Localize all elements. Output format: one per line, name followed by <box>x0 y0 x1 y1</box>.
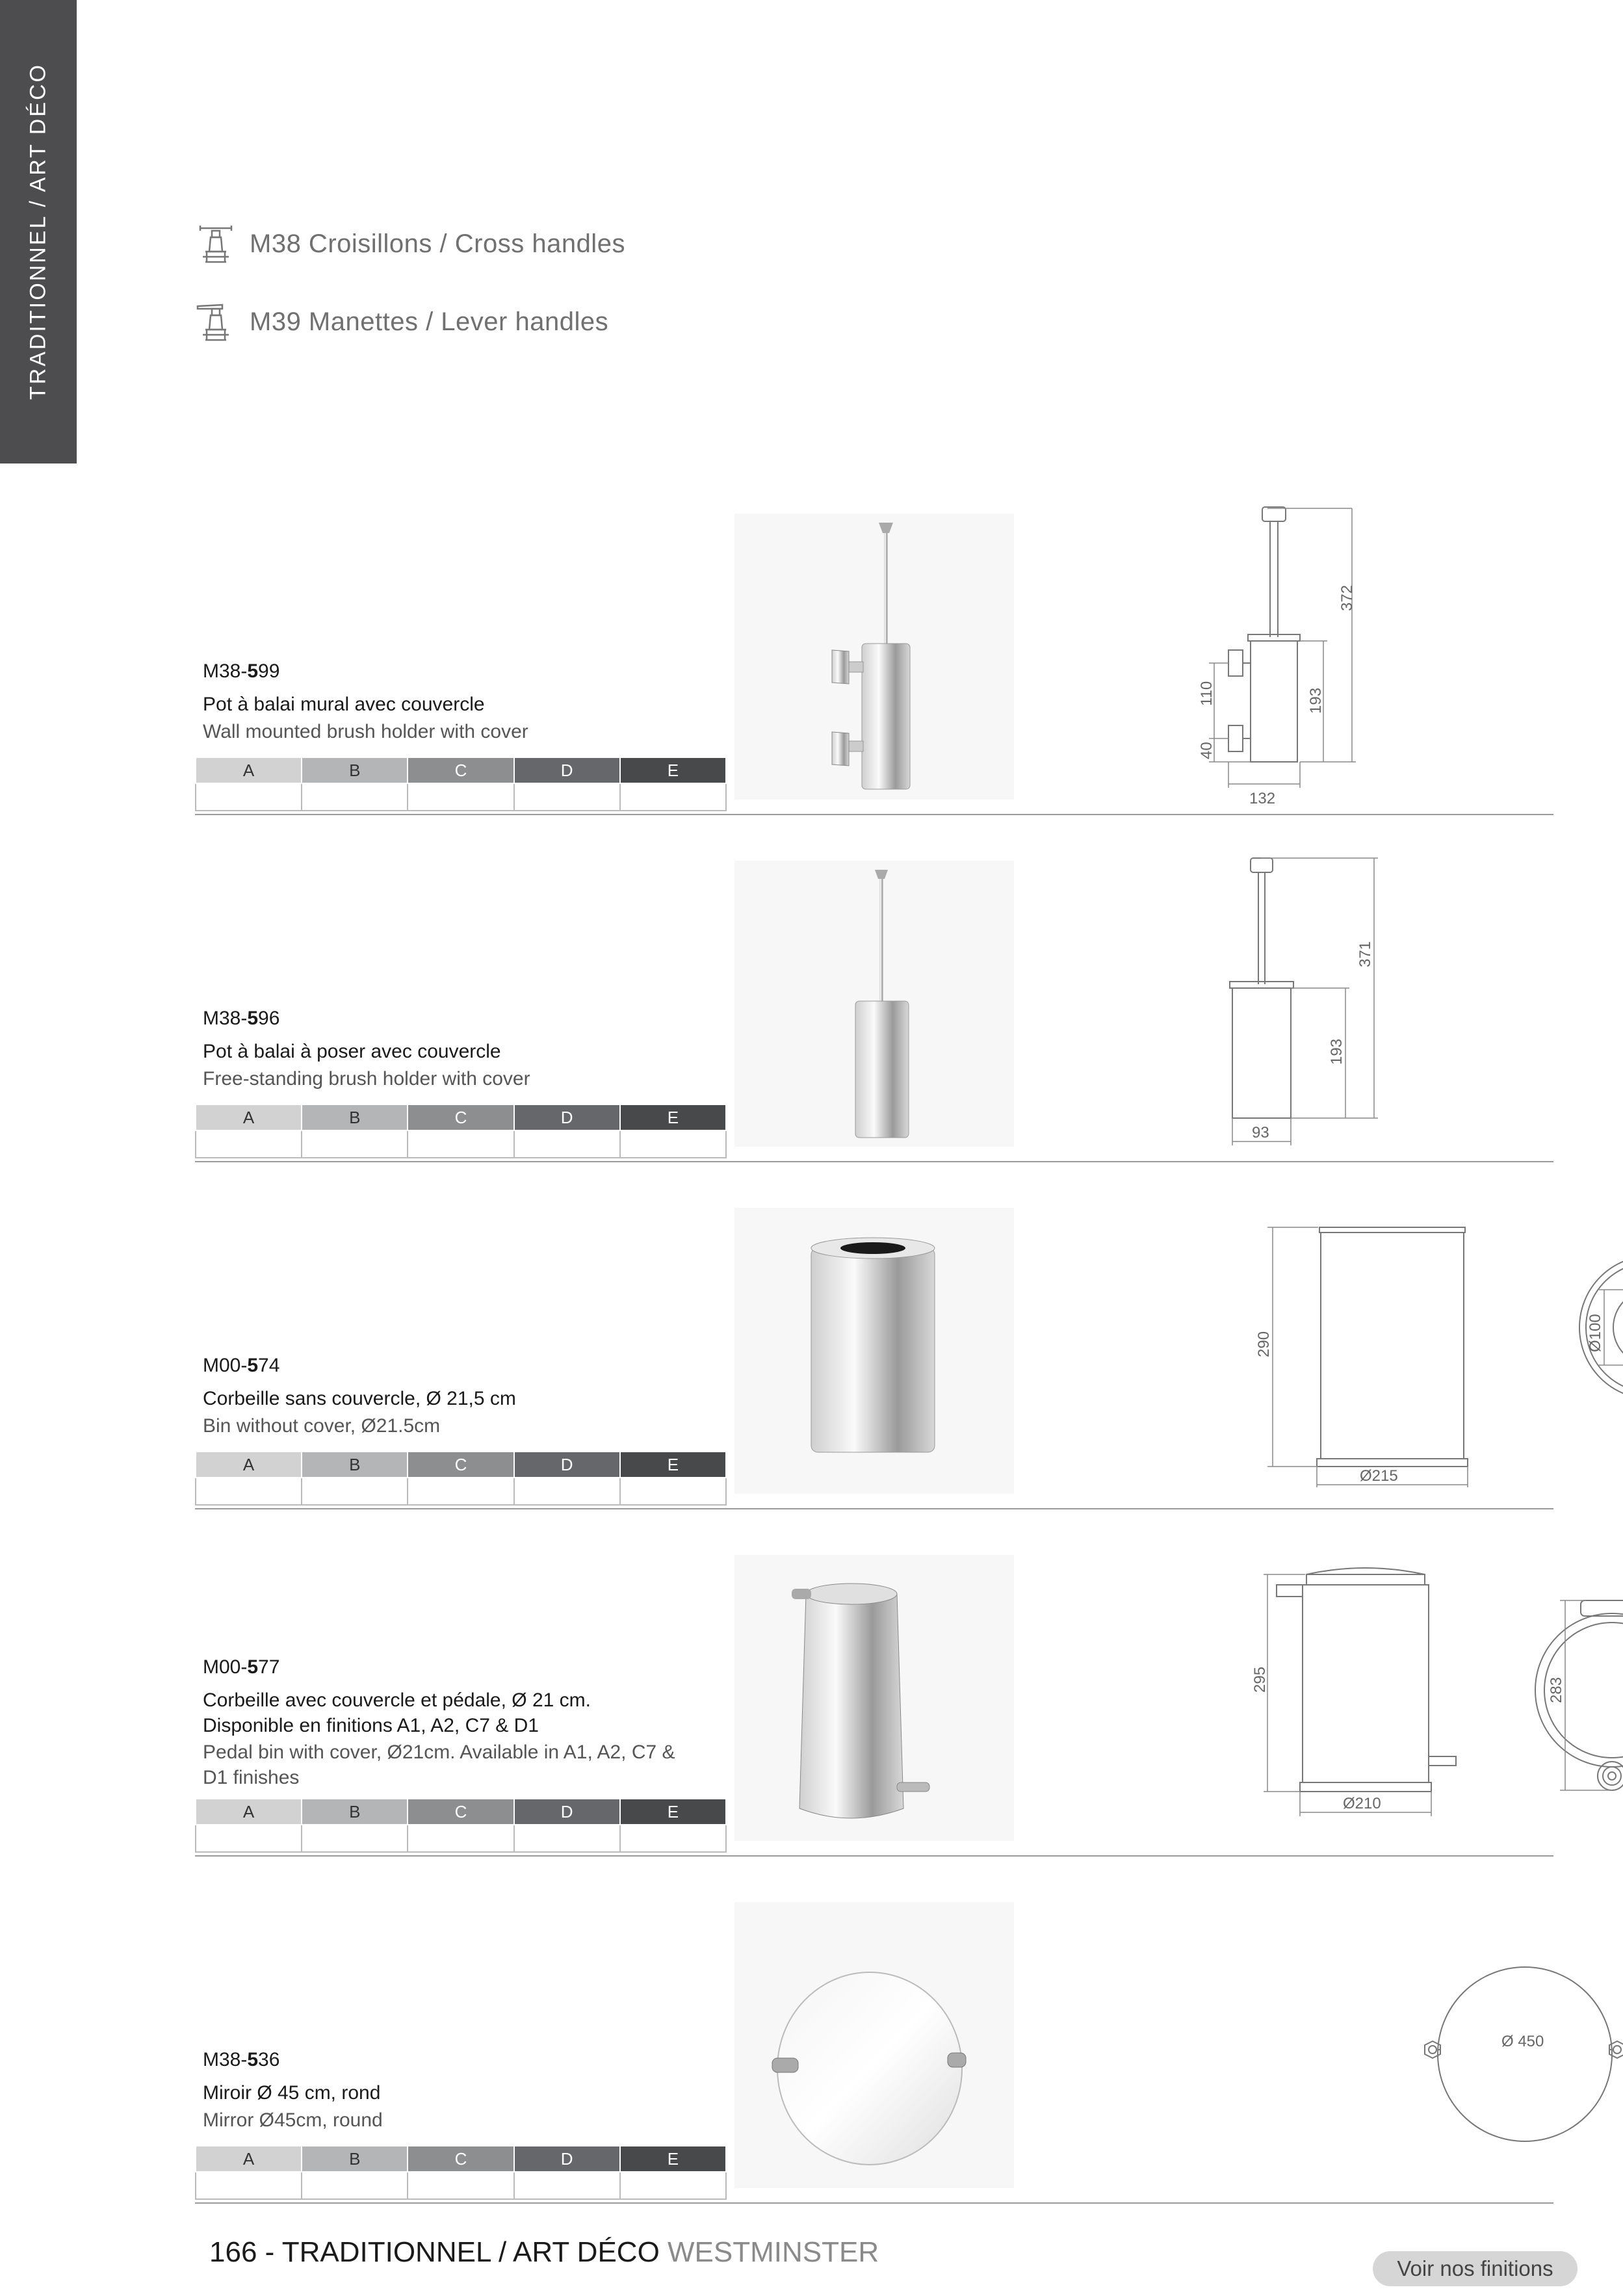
product-m00-574 <box>195 1201 1604 1513</box>
product-code: M38-599 <box>203 660 280 682</box>
legend-text-lever: M39 Manettes / Lever handles <box>250 307 609 336</box>
product-code: M38-536 <box>203 2049 280 2070</box>
product-name-en: Mirror Ø45cm, round <box>203 2109 383 2131</box>
product-name-fr: Miroir Ø 45 cm, rond <box>203 2082 381 2104</box>
finish-b: B <box>302 1452 408 1478</box>
finish-c: C <box>408 1104 513 1130</box>
dim-width: 93 <box>1252 1124 1269 1141</box>
finish-a: A <box>196 1452 302 1478</box>
product-m38-536 <box>195 1896 1553 2208</box>
product-name-fr: Corbeille avec couvercle et pédale, Ø 21 cm. Disponible en finitions A1, A2, C7 & D1 <box>203 1689 591 1736</box>
finish-b: B <box>302 1799 408 1825</box>
dim-height-total: 372 <box>1338 584 1356 611</box>
finish-d: D <box>514 1104 620 1130</box>
product-code: M00-574 <box>203 1355 280 1376</box>
dim-diameter: Ø 450 <box>1501 2033 1544 2050</box>
product-name-en: Free-standing brush holder with cover <box>203 1068 530 1089</box>
divider <box>195 1855 1553 1857</box>
section-name: - TRADITIONNEL / ART DÉCO <box>257 2236 668 2268</box>
dim-width: 132 <box>1249 790 1276 807</box>
finish-e: E <box>620 1452 726 1478</box>
finish-d: D <box>514 1452 620 1478</box>
page-footer <box>209 2236 879 2269</box>
dim-inner: Ø100 <box>1587 1314 1604 1352</box>
dim-height-body: 193 <box>1328 1038 1345 1065</box>
finish-a: A <box>196 1799 302 1825</box>
finish-table <box>195 1798 727 1853</box>
page-number: 166 <box>209 2236 257 2268</box>
cross-handle-icon <box>196 223 235 265</box>
divider <box>195 2202 1553 2204</box>
finish-e: E <box>620 2146 726 2172</box>
product-name-en: Bin without cover, Ø21.5cm <box>203 1415 441 1437</box>
product-name-fr: Corbeille sans couvercle, Ø 21,5 cm <box>203 1388 516 1409</box>
product-name-en: Pedal bin with cover, Ø21cm. Available in A1, A2, C7 & D1 finishes <box>203 1742 675 1788</box>
product-photo <box>734 1555 1014 1841</box>
product-name-en: Wall mounted brush holder with cover <box>203 721 528 742</box>
technical-drawing <box>1248 1548 1623 1851</box>
product-code: M00-577 <box>203 1656 280 1678</box>
collection-name: WESTMINSTER <box>668 2236 879 2268</box>
product-photo <box>734 1902 1014 2188</box>
legend-text-cross: M38 Croisillons / Cross handles <box>250 229 625 258</box>
finish-b: B <box>302 757 408 783</box>
dim-diameter: Ø215 <box>1360 1467 1398 1485</box>
product-photo <box>734 1208 1014 1494</box>
legend-item-cross <box>196 221 625 267</box>
side-tab <box>0 0 77 463</box>
dim-depth: 283 <box>1548 1676 1565 1703</box>
product-m38-599 <box>195 507 1553 819</box>
finish-table <box>195 1104 727 1158</box>
finish-d: D <box>514 2146 620 2172</box>
finish-a: A <box>196 2146 302 2172</box>
side-tab-label: TRADITIONNEL / ART DÉCO <box>25 62 51 400</box>
divider <box>195 1161 1553 1162</box>
finish-c: C <box>408 757 513 783</box>
divider <box>195 1508 1553 1509</box>
product-name-fr: Pot à balai à poser avec couvercle <box>203 1041 501 1062</box>
finish-a: A <box>196 1104 302 1130</box>
dim-h1: 110 <box>1198 681 1215 706</box>
technical-drawing <box>1157 507 1495 816</box>
finish-c: C <box>408 2146 513 2172</box>
legend-item-lever <box>196 299 625 345</box>
finish-e: E <box>620 1104 726 1130</box>
finish-table <box>195 2145 727 2200</box>
product-photo <box>734 861 1014 1147</box>
technical-drawing <box>1248 1201 1623 1504</box>
finish-e: E <box>620 757 726 783</box>
technical-drawing <box>1222 854 1495 1163</box>
handle-legend <box>196 221 625 377</box>
lever-handle-icon <box>196 301 235 343</box>
finish-d: D <box>514 757 620 783</box>
finish-table <box>195 757 727 811</box>
dim-height: 295 <box>1251 1666 1269 1693</box>
dim-h2: 40 <box>1198 742 1215 759</box>
finish-d: D <box>514 1799 620 1825</box>
dim-diameter: Ø210 <box>1343 1795 1381 1812</box>
dim-height: 290 <box>1255 1331 1273 1357</box>
product-code: M38-596 <box>203 1008 280 1029</box>
finish-a: A <box>196 757 302 783</box>
dim-height-body: 193 <box>1307 687 1325 714</box>
view-finishes-button[interactable]: Voir nos finitions <box>1373 2251 1578 2286</box>
finish-e: E <box>620 1799 726 1825</box>
product-m00-577 <box>195 1548 1565 1860</box>
finish-b: B <box>302 1104 408 1130</box>
product-name-fr: Pot à balai mural avec couvercle <box>203 694 485 715</box>
product-m38-596 <box>195 854 1553 1166</box>
product-photo <box>734 514 1014 800</box>
finish-c: C <box>408 1799 513 1825</box>
finish-table <box>195 1451 727 1506</box>
dim-height-total: 371 <box>1357 941 1374 967</box>
divider <box>195 814 1553 815</box>
finish-b: B <box>302 2146 408 2172</box>
finish-c: C <box>408 1452 513 1478</box>
technical-drawing <box>1313 1896 1623 2198</box>
